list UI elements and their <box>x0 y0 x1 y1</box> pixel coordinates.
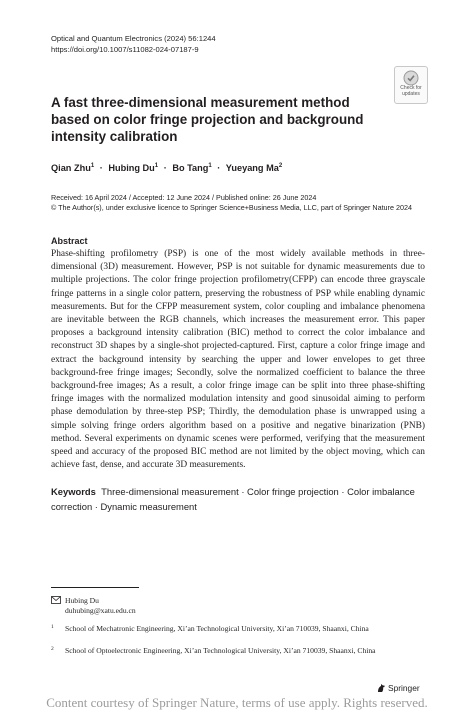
envelope-icon <box>51 596 61 607</box>
footnote-divider <box>51 587 139 588</box>
abstract-heading: Abstract <box>51 236 88 246</box>
keywords-label: Keywords <box>51 486 96 497</box>
author-list <box>51 163 282 173</box>
publisher-logo <box>376 683 420 693</box>
author[interactable]: Bo Tang$^1$ <box>172 163 212 174</box>
abstract-text: Phase-shifting profilometry (PSP) is one of the most widely available methods in three-dimensional (3D) measurement. However, PSP is not suitable for dynamic measurements due to multiple projections. The color fringe projection profilometry(CFPP) can encode three grayscale fringe patterns in a single color pattern, preserving the robustness of PSP while enabling dynamic measurements. But for the CFPP measurement system, color coupling and imbalance phenomena are inevitable between the RGB channels, which increases the measurement error. This paper proposes a background intensity calibration (BIC) method to correct the color imbalance and reconstruct 3D shapes by a single-shot projected-captured. First, capture a color fringe image and extract the background intensity by searching the upper and lower envelopes to get three background-free fringe images; Secondly, solve the normalized coefficient to balance the three background-free images; As a result, a color fringe image can be split into three phase-shifting fringe images with the normalized modulation intensity and good sinusoidal aiming to perform phase demodulation by three-step PSP; Thirdly, the demodulation phase is unwrapped using a simple solving fringe orders algorithm based on a positive and negative binarization (PNB) method. Several experiments on dynamic scenes were performed, verifying that the measurement speed and accuracy of the proposed BIC method are not limited by the object moving, which can achieve fast, dense, and accurate 3D measurements. <box>51 249 425 471</box>
article-title: A fast three-dimensional measurement method based on color fringe projection and background intensity calibration <box>51 95 364 144</box>
affiliation-text: School of Optoelectronic Engineering, Xi’an Technological University, Xi’an 710039, Shaanxi, China <box>65 646 376 655</box>
journal-citation: Optical and Quantum Electronics (2024) 56:1244 <box>51 34 216 43</box>
journal-header <box>51 33 216 55</box>
author-separator: · <box>217 163 221 174</box>
badge-line2: updates <box>402 90 420 97</box>
affiliation-number: 1 <box>51 624 54 630</box>
doi-link[interactable]: https://doi.org/10.1007/s11082-024-07187-9 <box>51 45 199 54</box>
author-separator: · <box>99 163 103 174</box>
author[interactable]: Yueyang Ma$^2$ <box>225 163 283 174</box>
affiliation-number: 2 <box>51 646 54 652</box>
badge-line1: Check for <box>400 85 422 91</box>
publication-history <box>51 193 412 213</box>
keywords-block <box>51 485 425 515</box>
received-dates: Received: 16 April 2024 / Accepted: 12 June 2024 / Published online: 26 June 2024 <box>51 193 317 202</box>
check-for-updates-icon <box>403 70 419 86</box>
affiliation-text: School of Mechatronic Engineering, Xi’an Technological University, Xi’an 710039, Shaanxi, China <box>65 624 369 633</box>
contact-name: Hubing Du <box>65 596 99 605</box>
author[interactable]: Qian Zhu$^1$ <box>51 163 95 174</box>
contact-email[interactable]: duhubing@xatu.edu.cn <box>65 606 136 615</box>
springer-horse-icon <box>376 683 386 693</box>
keywords-list: Three-dimensional measurement · Color fringe projection · Color imbalance correction · Dynamic measurement <box>51 486 415 512</box>
copyright-line: © The Author(s), under exclusive licence to Springer Science+Business Media, LLC, part of Springer Nature 2024 <box>51 203 412 212</box>
check-for-updates-badge[interactable] <box>394 66 428 104</box>
courtesy-notice: Content courtesy of Springer Nature, terms of use apply. Rights reserved. <box>46 695 428 710</box>
author-separator: · <box>163 163 167 174</box>
author[interactable]: Hubing Du$^1$ <box>108 163 159 174</box>
publisher-name: Springer <box>388 683 420 693</box>
